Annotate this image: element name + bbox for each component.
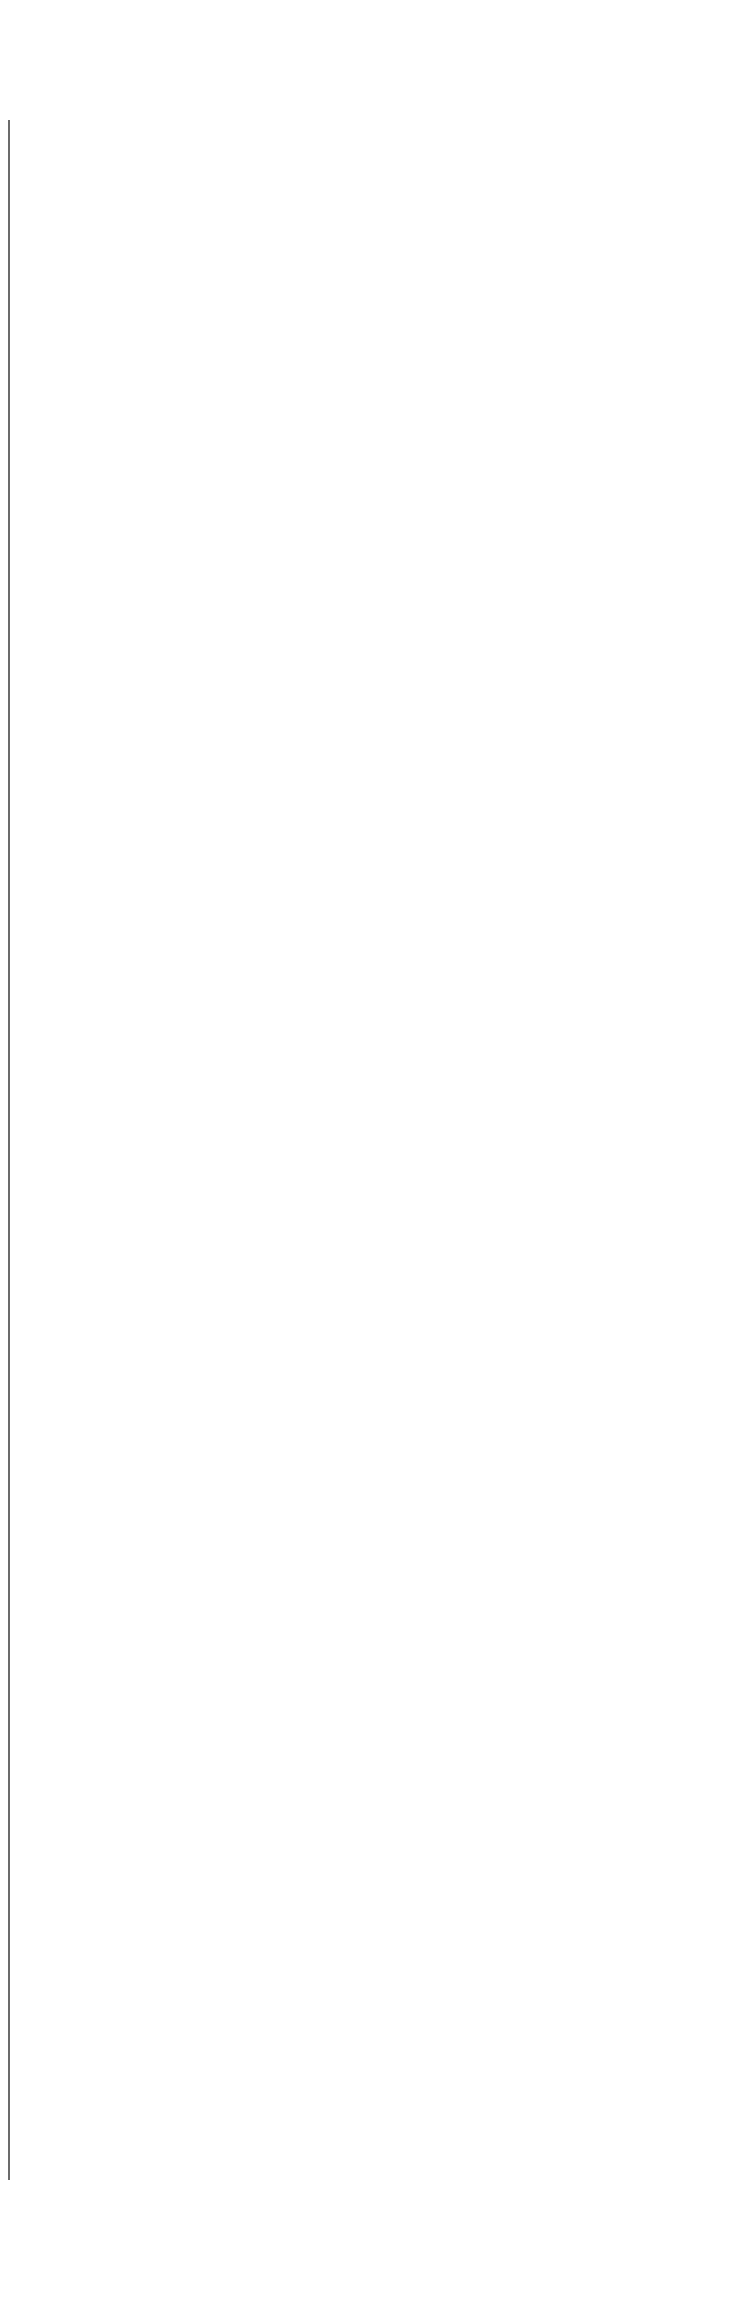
section4-title <box>36 644 596 698</box>
section3-practice-label <box>36 564 596 600</box>
section2-title <box>36 364 596 418</box>
section1-practice-label <box>36 284 596 320</box>
section1-title <box>36 224 596 278</box>
section3-title <box>36 504 596 558</box>
section2-practice-label <box>36 424 596 460</box>
section1-forecast-label <box>36 320 596 356</box>
section4-practice-label <box>36 704 596 740</box>
answer-key-page <box>36 134 596 740</box>
margin-rule <box>8 120 10 2180</box>
section3-forecast-label <box>36 600 596 636</box>
section2-forecast-label <box>36 460 596 496</box>
part-title <box>36 156 596 216</box>
